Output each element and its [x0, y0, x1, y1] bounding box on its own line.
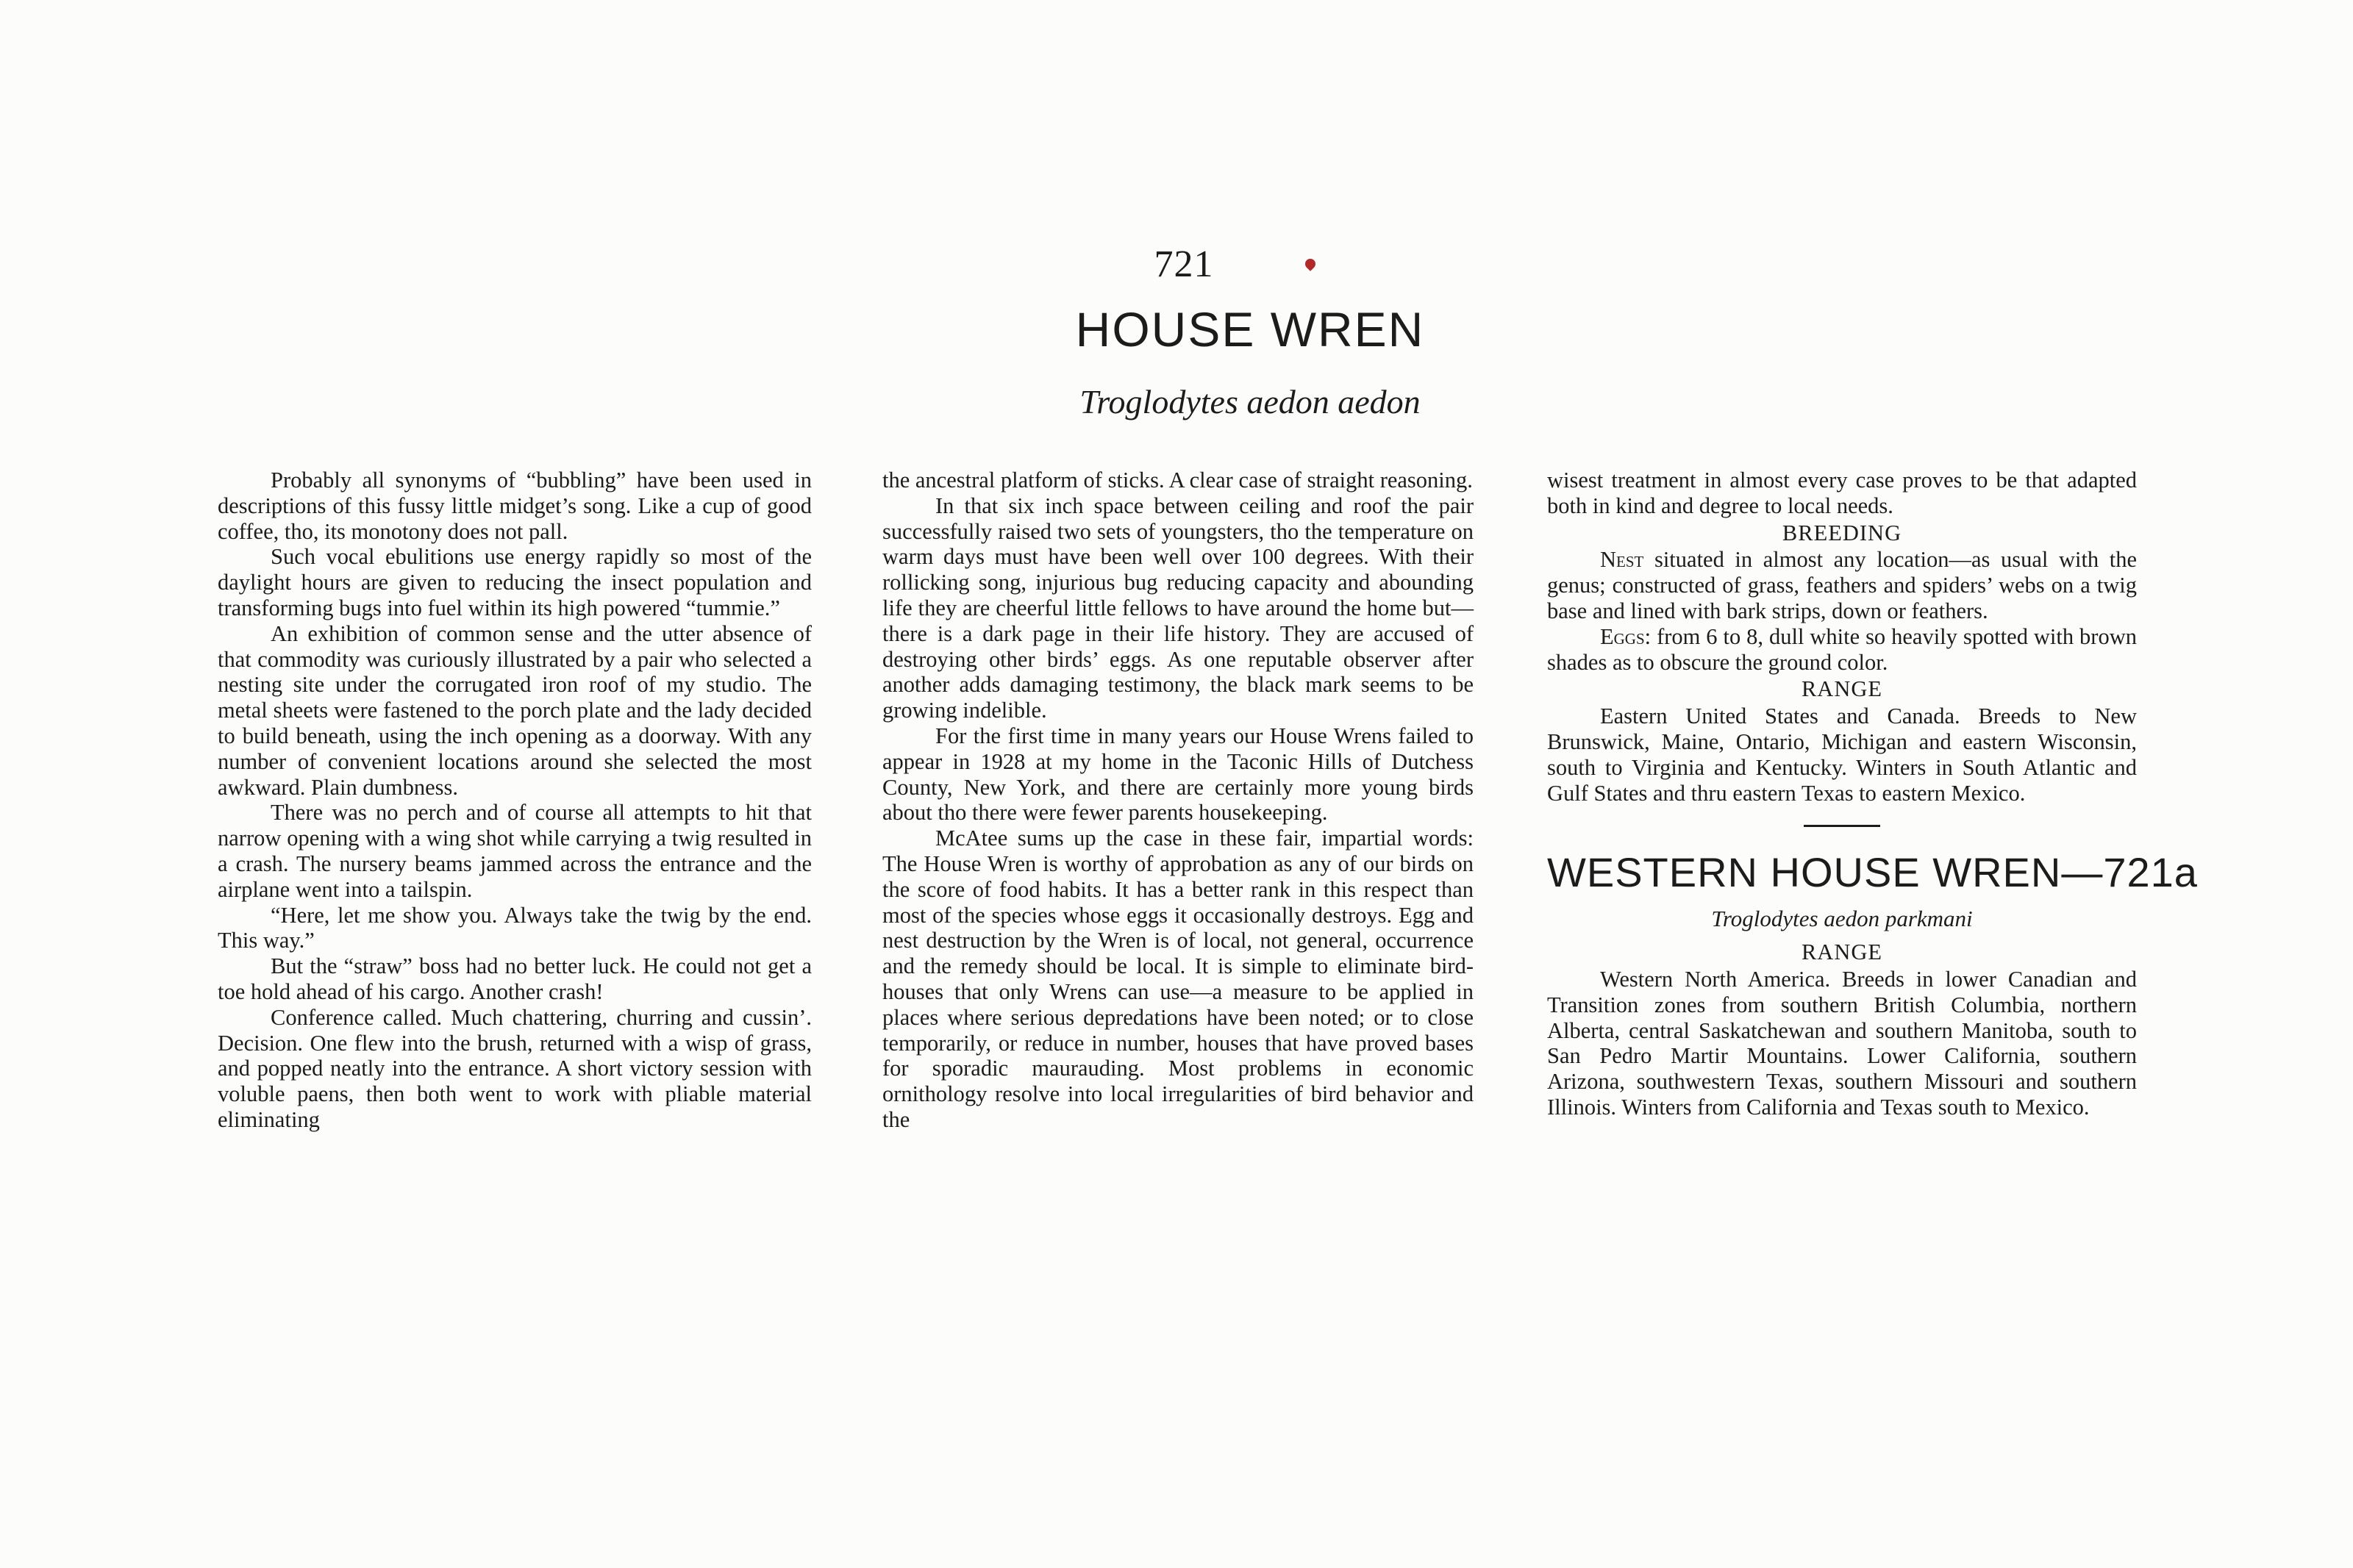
right-column	[1547, 468, 2198, 1120]
paragraph-continuation: the ancestral platform of sticks. A clear case of straight reasoning.	[882, 468, 1473, 493]
paragraph: Such vocal ebulitions use energy rapidly so most of the daylight hours are given to reducing the insect population and transforming bugs into fuel within its high powered “tummie.”	[218, 544, 812, 620]
paragraph: McAtee sums up the case in these fair, impartial words: The House Wren is worthy of approbation as any of our birds on the score of food habits. It has a better rank in this respect than most of the species whose eggs it occasionally destroys. Egg and nest destruction by the Wren is of local, not general, occurrence and the remedy should be local. It is simple to eliminate bird-houses that only Wrens can use—a measure to be applied in places where serious depredations have been noted; or to close temporarily, or reduce in number, houses that have proved bases for sporadic maurauding. Most problems in economic ornithology resolve into local irregularities of bird behavior and the	[882, 826, 1474, 1132]
western-range-heading: RANGE	[1801, 939, 1883, 965]
western-scientific-name: Troglodytes aedon parkmani	[1711, 906, 1973, 932]
paragraph: An exhibition of common sense and the utter absence of that commodity was curiously illustrated by a pair who selected a nesting site under the corrugated iron roof of my studio. The metal sheets were fastened to the porch plate and the lady decided to build beneath, using the inch opening as a doorway. With any number of convenient locations around she selected the most awkward. Plain dumbness.	[218, 620, 812, 800]
page-title: HOUSE WREN	[1075, 302, 1425, 357]
scientific-name: Troglodytes aedon aedon	[1079, 383, 1421, 420]
western-title: WESTERN HOUSE WREN—721a	[1547, 849, 2198, 896]
nest-label: Nest	[1600, 547, 1644, 573]
nest-paragraph	[1547, 547, 2137, 623]
middle-column	[882, 468, 1474, 1133]
paragraph: Conference called. Much chattering, churring and cussin’. Decision. One flew into the brush, returned with a wisp of grass, and popped neatly into the entrance. A short victory session with voluble paens, then both went to work with pliable material eliminating	[218, 1004, 812, 1132]
paragraph: For the first time in many years our House Wrens failed to appear in 1928 at my home in the Taconic Hills of Dutchess County, New York, and there are certainly more young birds about tho there were fewer parents housekeeping.	[882, 723, 1474, 826]
paragraph: But the “straw” boss had no better luck. He could not get a toe hold ahead of his cargo. Another crash!	[218, 953, 812, 1004]
nest-text: situated in almost any location—as usual with the genus; constructed of grass, feathers and spiders’ webs on a twig base and lined with bark strips, down or feathers.	[1547, 547, 2138, 623]
paragraph: “Here, let me show you. Always take the twig by the end. This way.”	[218, 902, 812, 953]
heart-ornament-icon	[1303, 257, 1318, 271]
left-column	[218, 468, 812, 1133]
paragraph-continuation: wisest treatment in almost every case proves to be that adapted both in kind and degree to local needs.	[1547, 468, 2137, 518]
breeding-heading: BREEDING	[1782, 520, 1902, 545]
western-range-text: Western North America. Breeds in lower Canadian and Transition zones from southern British Columbia, northern Alberta, central Saskatchewan and southern Manitoba, south to San Pedro Martir Mountains. Lower California, southern Arizona, southwestern Texas, southern Missouri and southern Illinois. Winters from California and Texas south to Mexico.	[1547, 966, 2137, 1120]
eggs-paragraph	[1547, 624, 2137, 676]
page-number: 721	[1154, 243, 1214, 285]
section-divider	[1804, 825, 1880, 827]
range-heading: RANGE	[1801, 676, 1883, 702]
eggs-text: : from 6 to 8, dull white so heavily spotted with brown shades as to obscure the ground color.	[1547, 623, 2137, 675]
paragraph: There was no perch and of course all attempts to hit that narrow opening with a wing shot while carrying a twig resulted in a crash. The nursery beams jammed across the entrance and the airplane went into a tailspin.	[218, 800, 812, 902]
eggs-label: Eggs	[1600, 623, 1645, 649]
paragraph: In that six inch space between ceiling and roof the pair successfully raised two sets of youngsters, tho the temperature on warm days must have been well over 100 degrees. With their rollicking song, injurious bug reducing capacity and abounding life they are cheerful little fellows to have around the home but—there is a dark page in their life history. They are accused of destroying other birds’ eggs. As one reputable observer after another adds damaging testimony, the black mark seems to be growing indelible.	[882, 493, 1474, 723]
paragraph: Probably all synonyms of “bubbling” have been used in descriptions of this fussy little midget’s song. Like a cup of good coffee, tho, its monotony does not pall.	[218, 468, 812, 544]
range-text: Eastern United States and Canada. Breeds to New Brunswick, Maine, Ontario, Michigan and eastern Wisconsin, south to Virginia and Kentucky. Winters in South Atlantic and Gulf States and thru eastern Texas to eastern Mexico.	[1547, 704, 2137, 806]
